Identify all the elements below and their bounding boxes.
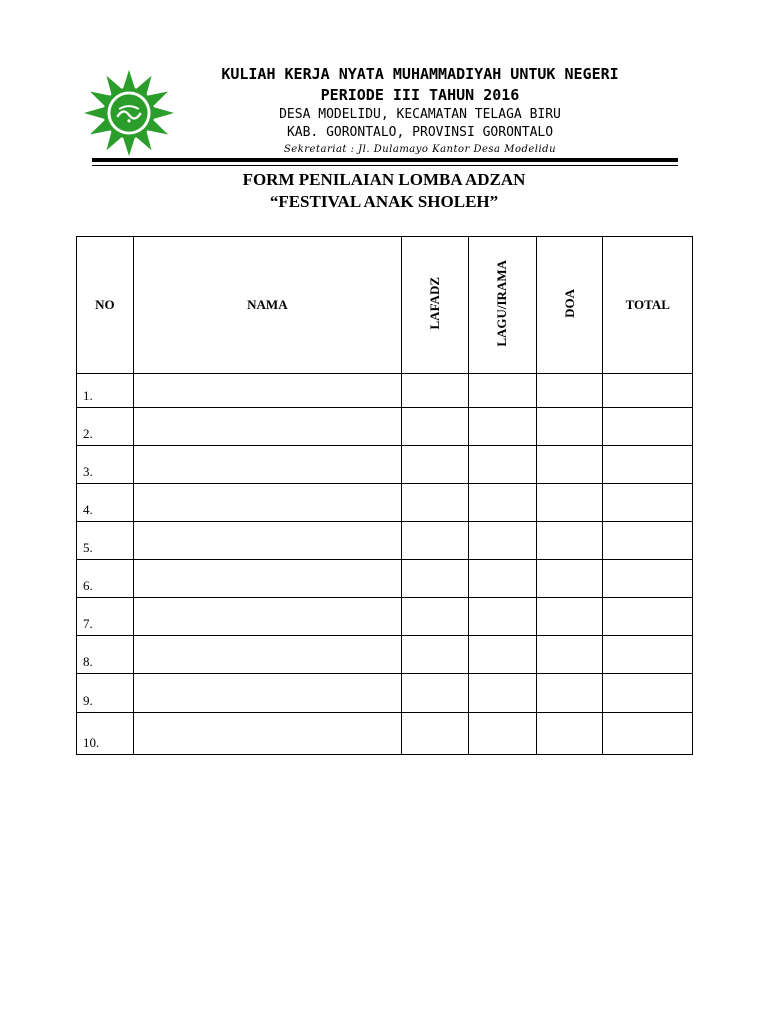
row-number: 10. xyxy=(77,713,134,755)
total-cell[interactable] xyxy=(603,408,693,446)
total-cell[interactable] xyxy=(603,636,693,674)
row-number: 4. xyxy=(77,484,134,522)
doa-cell[interactable] xyxy=(537,598,603,636)
total-cell[interactable] xyxy=(603,374,693,408)
row-number: 8. xyxy=(77,636,134,674)
lafadz-cell[interactable] xyxy=(402,408,468,446)
lafadz-cell[interactable] xyxy=(402,636,468,674)
lagu-irama-cell[interactable] xyxy=(468,713,536,755)
total-cell[interactable] xyxy=(603,484,693,522)
header-lagu-irama-label: LAGU/IRAMA xyxy=(494,259,510,347)
logo-ray xyxy=(84,107,106,120)
doa-cell[interactable] xyxy=(537,408,603,446)
logo-ray xyxy=(123,136,136,156)
total-cell[interactable] xyxy=(603,598,693,636)
doa-cell[interactable] xyxy=(537,636,603,674)
nama-cell[interactable] xyxy=(133,636,402,674)
table-row xyxy=(77,674,693,713)
lagu-irama-cell[interactable] xyxy=(468,522,536,560)
nama-cell[interactable] xyxy=(133,374,402,408)
doa-cell[interactable] xyxy=(537,484,603,522)
table-row xyxy=(77,484,693,522)
nama-cell[interactable] xyxy=(133,713,402,755)
doa-cell[interactable] xyxy=(537,446,603,484)
header-no: NO xyxy=(77,237,134,374)
table-row xyxy=(77,408,693,446)
lagu-irama-cell[interactable] xyxy=(468,374,536,408)
row-number: 3. xyxy=(77,446,134,484)
header-total: TOTAL xyxy=(603,237,693,374)
header-doa-label: DOA xyxy=(561,288,577,318)
row-number: 5. xyxy=(77,522,134,560)
form-subtitle: “FESTIVAL ANAK SHOLEH” xyxy=(269,192,499,211)
table-row xyxy=(77,446,693,484)
doa-cell[interactable] xyxy=(537,374,603,408)
row-number: 2. xyxy=(77,408,134,446)
letterhead-line-1: KULIAH KERJA NYATA MUHAMMADIYAH UNTUK NEGERI xyxy=(221,65,619,83)
table-row xyxy=(77,560,693,598)
lafadz-cell[interactable] xyxy=(402,522,468,560)
lafadz-cell[interactable] xyxy=(402,598,468,636)
lafadz-cell[interactable] xyxy=(402,713,468,755)
lagu-irama-cell[interactable] xyxy=(468,674,536,713)
total-cell[interactable] xyxy=(603,522,693,560)
header-divider-thin xyxy=(92,165,678,166)
lafadz-cell[interactable] xyxy=(402,560,468,598)
total-cell[interactable] xyxy=(603,674,693,713)
form-title: FORM PENILAIAN LOMBA ADZAN xyxy=(242,170,526,189)
lafadz-cell[interactable] xyxy=(402,484,468,522)
total-cell[interactable] xyxy=(603,713,693,755)
table-row xyxy=(77,636,693,674)
nama-cell[interactable] xyxy=(133,674,402,713)
table-row xyxy=(77,713,693,755)
doa-cell[interactable] xyxy=(537,713,603,755)
lagu-irama-cell[interactable] xyxy=(468,598,536,636)
header-lagu-irama xyxy=(468,237,536,374)
lagu-irama-cell[interactable] xyxy=(468,446,536,484)
nama-cell[interactable] xyxy=(133,522,402,560)
row-number: 7. xyxy=(77,598,134,636)
table-header-row xyxy=(77,237,693,374)
lagu-irama-cell[interactable] xyxy=(468,636,536,674)
table-row xyxy=(77,522,693,560)
lagu-irama-cell[interactable] xyxy=(468,484,536,522)
nama-cell[interactable] xyxy=(133,408,402,446)
lafadz-cell[interactable] xyxy=(402,446,468,484)
table-row xyxy=(77,374,693,408)
doa-cell[interactable] xyxy=(537,674,603,713)
row-number: 6. xyxy=(77,560,134,598)
letterhead-line-3: DESA MODELIDU, KECAMATAN TELAGA BIRU xyxy=(279,107,561,122)
doa-cell[interactable] xyxy=(537,560,603,598)
logo-ray xyxy=(123,70,136,90)
table-row xyxy=(77,598,693,636)
lafadz-cell[interactable] xyxy=(402,674,468,713)
header-nama: NAMA xyxy=(133,237,402,374)
letterhead-line-2: PERIODE III TAHUN 2016 xyxy=(320,86,520,104)
doa-cell[interactable] xyxy=(537,522,603,560)
header-lafadz-label: LAFADZ xyxy=(426,276,442,330)
nama-cell[interactable] xyxy=(133,446,402,484)
lafadz-cell[interactable] xyxy=(402,374,468,408)
row-number: 9. xyxy=(77,674,134,713)
lagu-irama-cell[interactable] xyxy=(468,560,536,598)
row-number: 1. xyxy=(77,374,134,408)
letterhead-address: Sekretariat : Jl. Dulamayo Kantor Desa Modelidu xyxy=(283,144,557,155)
total-cell[interactable] xyxy=(603,446,693,484)
header-doa xyxy=(537,237,603,374)
nama-cell[interactable] xyxy=(133,598,402,636)
total-cell[interactable] xyxy=(603,560,693,598)
lagu-irama-cell[interactable] xyxy=(468,408,536,446)
letterhead-line-4: KAB. GORONTALO, PROVINSI GORONTALO xyxy=(286,125,554,140)
score-table xyxy=(76,236,693,755)
header-lafadz xyxy=(402,237,468,374)
header-divider-thick xyxy=(92,158,678,162)
nama-cell[interactable] xyxy=(133,560,402,598)
nama-cell[interactable] xyxy=(133,484,402,522)
